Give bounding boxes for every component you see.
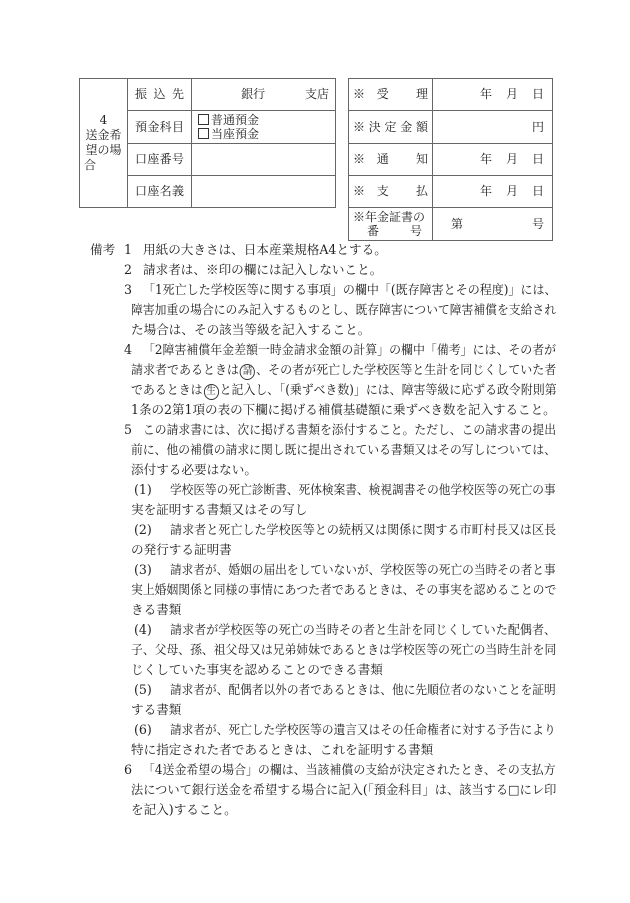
sub-item-number: (6): [134, 722, 152, 737]
circled-sei-mark: 請: [240, 364, 255, 380]
decided-amount-field[interactable]: [433, 111, 553, 144]
number-suffix: 号: [531, 216, 544, 231]
sub-item-number: (5): [134, 682, 152, 697]
note-line: 「2障害補償年金差額一時金請求金額の計算」の欄中「備考」には、その者が: [143, 342, 557, 357]
label-part: 番: [367, 224, 380, 238]
label-part: 号: [409, 224, 422, 238]
bank-label: 銀行: [241, 87, 266, 101]
group-text-line: 望の場: [85, 143, 122, 157]
text-part: と記入し、「(乗ずべき数)」には、障害等級に応ずる政令附則第: [219, 382, 557, 397]
note-number: 3: [124, 282, 133, 297]
group-text-line: 合: [84, 158, 97, 172]
label-line: ※年金証書の: [353, 210, 426, 224]
number-prefix: 第: [451, 216, 464, 231]
paid-date-field[interactable]: [433, 176, 553, 208]
group-number: 4: [99, 113, 108, 127]
pension-number-wrap: [433, 217, 552, 232]
notified-label: [349, 144, 433, 176]
yen-unit: 円: [531, 119, 544, 134]
pension-cert-label: [349, 208, 433, 241]
note-line: じくしていた事実を認めることのできる書類: [131, 662, 383, 677]
circled-sei-life-mark: 生: [204, 384, 219, 400]
note-number: 4: [124, 342, 133, 357]
text-part: であるときは: [131, 382, 203, 397]
note-line: 請求者が、配偶者以外の者であるときは、他に先順位者のないことを証明: [170, 682, 556, 697]
note-line: 実を証明する書類又はその写し: [131, 502, 308, 517]
received-date-field[interactable]: [433, 79, 553, 111]
note-line: た場合は、その該当等級を記入すること。: [131, 322, 371, 337]
sub-item-number: (3): [134, 562, 152, 577]
notified-date-field[interactable]: [433, 144, 553, 176]
note-line: 学校医等の死亡診断書、死体検案書、検視調書その他学校医等の死亡の事: [170, 482, 556, 497]
note-line: 用紙の大きさは、日本産業規格A4とする。: [143, 242, 387, 257]
note-line: 障害加重の場合にのみ記入するものとし、既存障害について障害補償を支給され: [131, 302, 557, 317]
remittance-group-label: [80, 79, 128, 208]
note-line: [131, 360, 556, 380]
account-name-label: 口座名義: [128, 176, 192, 208]
month-label: 月: [505, 152, 518, 166]
note-line: の発行する証明書: [131, 542, 232, 557]
year-label: 年: [479, 152, 492, 166]
decided-amount-label: ※決定金額: [349, 111, 433, 144]
note-number: 6: [124, 762, 133, 777]
label-line: [353, 224, 428, 238]
note-line: 実上婚姻関係と同様の事情にあつた者であるときは、その事実を認めることので: [131, 582, 557, 597]
note-line: 請求者が学校医等の死亡の当時その者と生計を同じくしていた配偶者、: [170, 622, 557, 637]
note-number: 1: [124, 242, 133, 257]
remittance-table: [79, 78, 336, 208]
day-label: 日: [531, 184, 544, 198]
text-part: 請求者であるときは: [131, 362, 240, 377]
deposit-type-options: [192, 111, 336, 144]
note-line: この請求書には、次に掲げる書類を添付すること。ただし、この請求書の提出: [143, 422, 557, 437]
label-part: ※通: [353, 152, 401, 166]
branch-label: 支店: [304, 87, 329, 101]
account-number-label: 口座番号: [128, 144, 192, 176]
note-line: [131, 380, 557, 400]
month-label: 月: [505, 87, 518, 101]
year-label: 年: [479, 184, 492, 198]
group-text-line: 送金希: [85, 128, 122, 142]
note-line: 1条の2第1項の表の下欄に掲げる補償基礎額に乗ずべき数を記入すること。: [131, 402, 556, 417]
label-part: 理: [415, 87, 428, 101]
day-label: 日: [531, 87, 544, 101]
note-line: 特に指定された者であるときは、これを証明する書類: [131, 742, 434, 757]
deposit-type-label: 預金科目: [128, 111, 192, 144]
note-line: 「1死亡した学校医等に関する事項」の欄中「(既存障害とその程度)」には、: [143, 282, 557, 297]
account-name-field[interactable]: [192, 176, 336, 208]
checkbox-icon[interactable]: [198, 128, 209, 139]
checkbox-icon[interactable]: [198, 114, 209, 125]
note-line: 前に、他の補償の請求に関し既に提出されている書類又はその写しについては、: [131, 442, 557, 457]
note-line: 法について銀行送金を希望する場合に記入(「預金科目」は、該当する□にレ印: [131, 782, 557, 797]
note-line: を記入)すること。: [131, 802, 237, 817]
note-line: 請求者は、※印の欄には記入しないこと。: [143, 262, 383, 277]
note-line: 請求者が、婚姻の届出をしていないが、学校医等の死亡の当時その者と事: [170, 562, 556, 577]
paid-label: [349, 176, 433, 208]
bank-branch-field[interactable]: [192, 79, 336, 111]
note-line: 添付する必要はない。: [131, 462, 257, 477]
received-label: [349, 79, 433, 111]
note-line: きる書類: [131, 602, 182, 617]
notes-heading: 備考: [90, 242, 116, 257]
note-number: 5: [124, 422, 133, 437]
text-part: 、その者が死亡した学校医等と生計を同じくしていた者: [256, 362, 557, 377]
label-part: 払: [415, 184, 428, 198]
deposit-option-ordinary[interactable]: [198, 113, 335, 127]
sub-item-number: (4): [134, 622, 152, 637]
label-part: ※受: [353, 87, 401, 101]
option-label: 普通預金: [211, 113, 260, 127]
note-line: する書類: [131, 702, 182, 717]
sub-item-number: (1): [134, 482, 152, 497]
label-part: 知: [415, 152, 428, 166]
office-use-table: [348, 78, 553, 241]
year-label: 年: [479, 87, 492, 101]
note-line: 請求者が、死亡した学校医等の遺言又はその任命権者に対する予告により: [170, 722, 556, 737]
note-number: 2: [124, 262, 133, 277]
option-label: 当座預金: [211, 127, 260, 141]
note-line: 子、父母、孫、祖父母又は兄弟姉妹であるときは学校医等の死亡の当時生計を同: [131, 642, 557, 657]
label-part: ※支: [353, 184, 401, 198]
note-line: 「4送金希望の場合」の欄は、当該補償の支給が決定されたとき、その支払方: [143, 762, 556, 777]
pension-cert-number-field[interactable]: [433, 208, 553, 241]
account-number-field[interactable]: [192, 144, 336, 176]
transfer-to-label: 振込先: [128, 79, 192, 111]
sub-item-number: (2): [134, 522, 152, 537]
month-label: 月: [505, 184, 518, 198]
day-label: 日: [531, 152, 544, 166]
note-line: 請求者と死亡した学校医等との続柄又は関係に関する市町村長又は区長: [170, 522, 557, 537]
deposit-option-current[interactable]: [198, 127, 335, 141]
